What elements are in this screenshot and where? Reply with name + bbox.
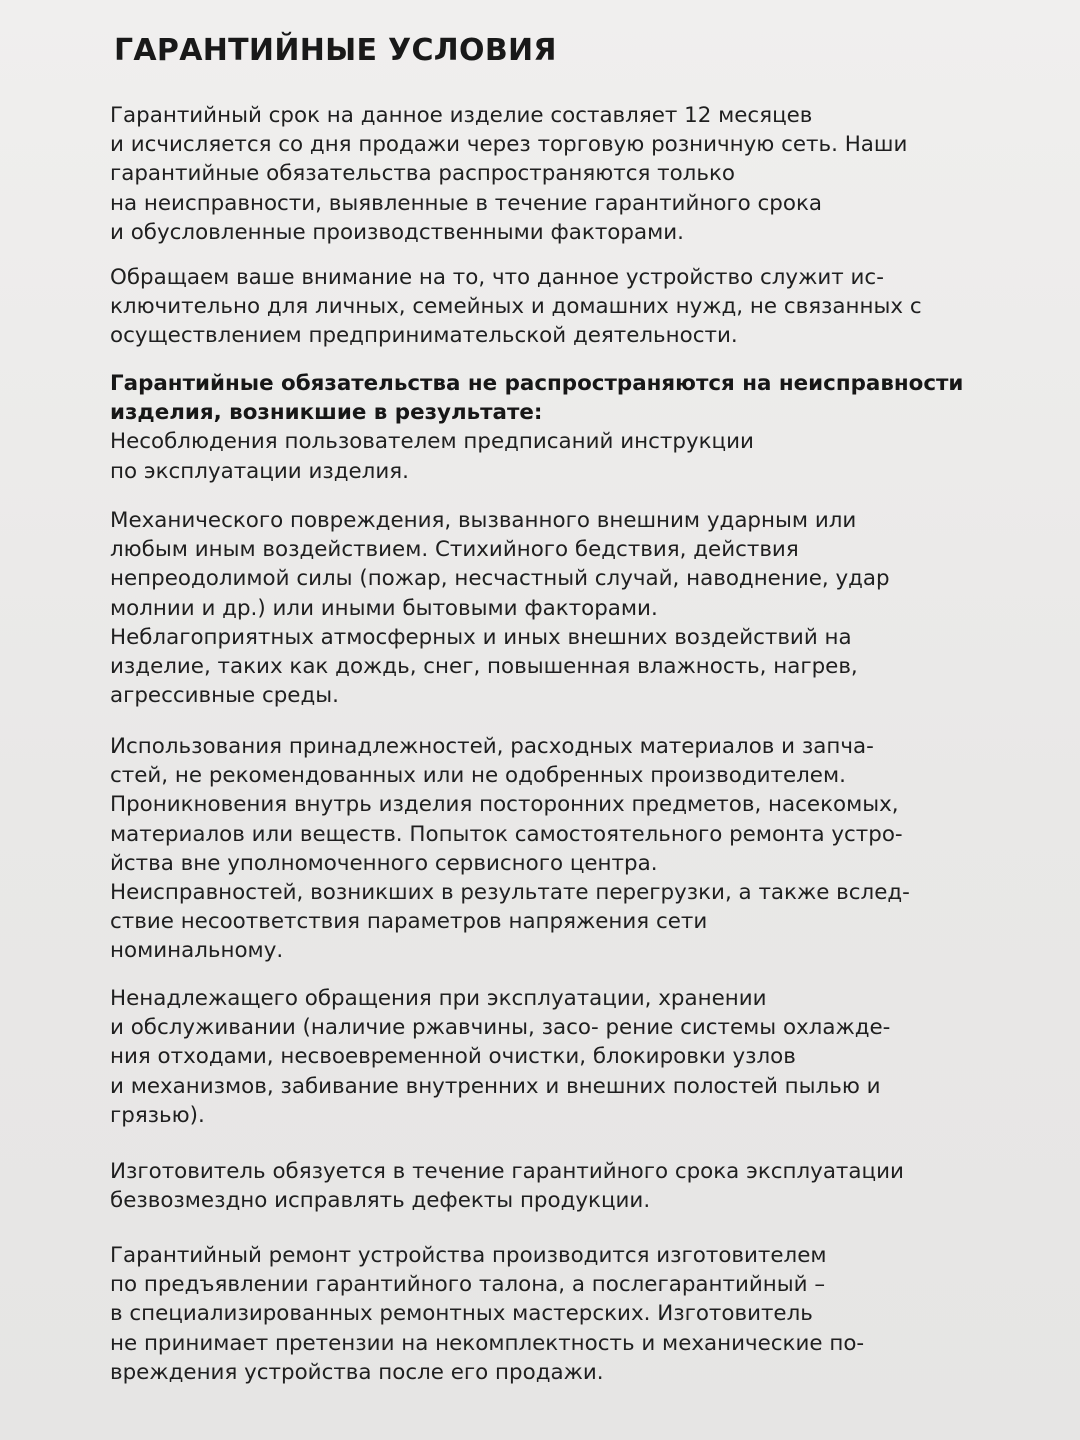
paragraph-personal-use <box>110 263 922 351</box>
paragraph-improper-handling <box>110 984 890 1130</box>
paragraph-manufacturer-obligation <box>110 1157 904 1215</box>
text-line: номинальному. <box>110 938 284 964</box>
text-line: Ненадлежащего обращения при эксплуатации, хранении <box>110 986 767 1011</box>
text-line: не принимает претензии на некомплектность и механические по- <box>110 1330 865 1356</box>
paragraph-mechanical-damage <box>110 506 890 710</box>
text-line: Гарантийный ремонт устройства производится изготовителем <box>110 1243 827 1268</box>
text-line: грязью). <box>110 1102 205 1128</box>
text-line: Обращаем ваше внимание на то, что данное устройство служит ис- <box>110 265 884 290</box>
text-line: ключительно для личных, семейных и домашних нужд, не связанных с <box>110 294 922 320</box>
paragraph-exclusions <box>110 369 963 486</box>
text-line: изделие, таких как дождь, снег, повышенная влажность, нагрев, <box>110 654 858 680</box>
text-line: осуществлением предпринимательской деятельности. <box>110 323 738 349</box>
text-line: Изготовитель обязуется в течение гарантийного срока эксплуатации <box>110 1159 904 1184</box>
text-line: в специализированных ремонтных мастерских. Изготовитель <box>110 1301 813 1327</box>
text-line: молнии и др.) или иными бытовыми факторами. <box>110 595 658 621</box>
text-line: Гарантийный срок на данное изделие составляет 12 месяцев <box>110 103 813 128</box>
text-line: гарантийные обязательства распространяются только <box>110 161 735 187</box>
text-line: и обслуживании (наличие ржавчины, засо- рение системы охлажде- <box>110 1015 891 1041</box>
page-title: ГАРАНТИЙНЫЕ УСЛОВИЯ <box>114 33 557 68</box>
text-line: на неисправности, выявленные в течение гарантийного срока <box>110 190 823 216</box>
text-line: Неблагоприятных атмосферных и иных внешних воздействий на <box>110 624 852 650</box>
text-line: Неисправностей, возникших в результате перегрузки, а также вслед- <box>110 880 910 906</box>
text-line: Механического повреждения, вызванного внешним ударным или <box>110 508 857 533</box>
paragraph-accessories <box>110 732 910 966</box>
text-line: по предъявлении гарантийного талона, а послегарантийный – <box>110 1272 826 1298</box>
text-line: Проникновения внутрь изделия посторонних предметов, насекомых, <box>110 792 899 818</box>
text-line: непреодолимой силы (пожар, несчастный случай, наводнение, удар <box>110 566 890 592</box>
text-line: вреждения устройства после его продажи. <box>110 1359 604 1385</box>
text-line: и обусловленные производственными факторами. <box>110 219 684 245</box>
text-line: любым иным воздействием. Стихийного бедствия, действия <box>110 537 799 563</box>
text-line: безвозмездно исправлять дефекты продукции. <box>110 1188 651 1214</box>
text-line: Использования принадлежностей, расходных материалов и запча- <box>110 734 874 759</box>
paragraph-warranty-repair <box>110 1241 864 1387</box>
text-line: Несоблюдения пользователем предписаний инструкции <box>110 429 754 455</box>
paragraph-warranty-period <box>110 101 907 247</box>
text-line: материалов или веществ. Попыток самостоятельного ремонта устро- <box>110 821 903 847</box>
exclusions-heading-line: Гарантийные обязательства не распространяются на неисправности <box>110 371 964 396</box>
text-line: йства вне уполномоченного сервисного центра. <box>110 850 658 876</box>
text-line: агрессивные среды. <box>110 683 339 709</box>
text-line: по эксплуатации изделия. <box>110 458 409 484</box>
text-line: стей, не рекомендованных или не одобренных производителем. <box>110 763 846 789</box>
text-line: ния отходами, несвоевременной очистки, блокировки узлов <box>110 1044 796 1070</box>
text-line: и исчисляется со дня продажи через торговую розничную сеть. Наши <box>110 132 908 158</box>
exclusions-heading-line: изделия, возникшие в результате: <box>110 400 543 426</box>
text-line: ствие несоответствия параметров напряжения сети <box>110 909 708 935</box>
text-line: и механизмов, забивание внутренних и внешних полостей пылью и <box>110 1073 881 1099</box>
